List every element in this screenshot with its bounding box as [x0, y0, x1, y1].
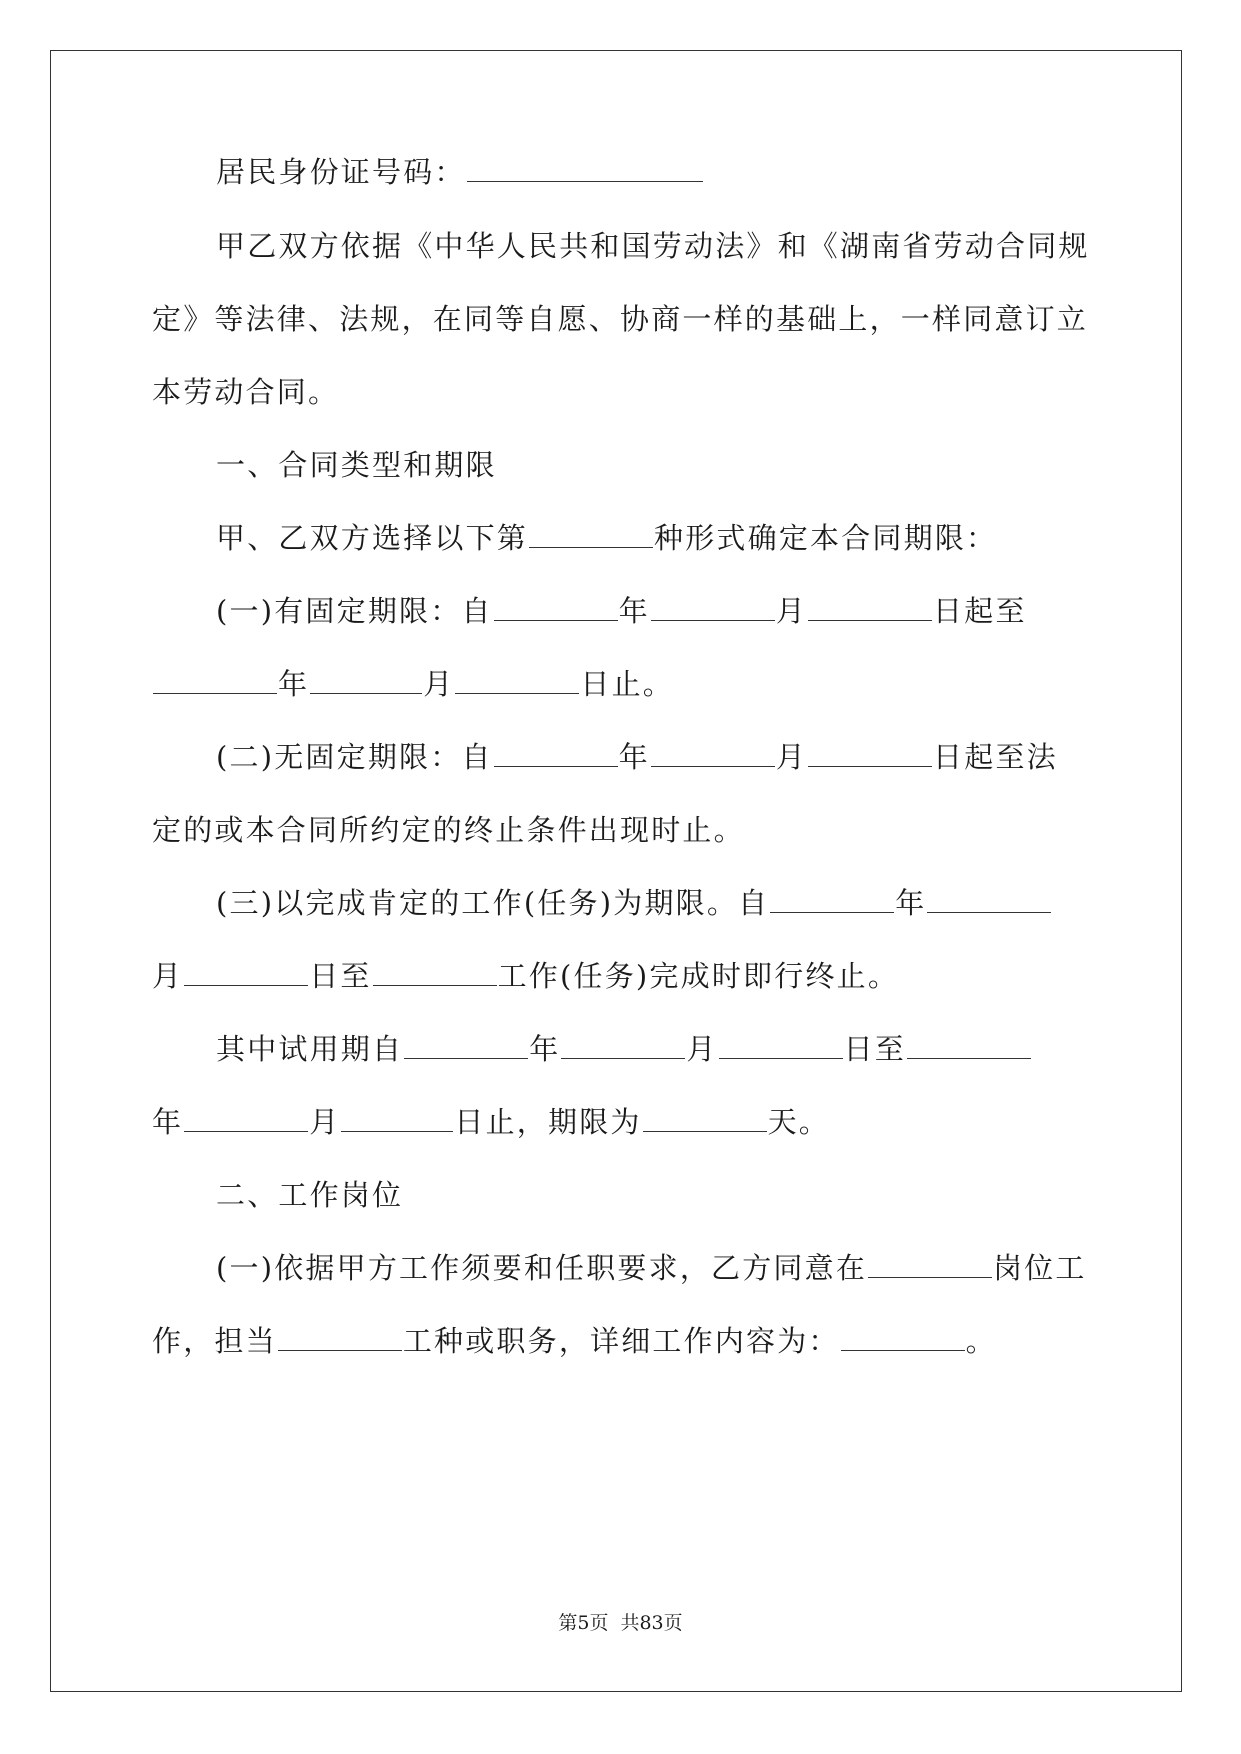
form-blank[interactable]: [341, 1103, 453, 1132]
form-line: (二)无固定期限：自 年 月 日起至法: [216, 740, 1058, 774]
form-blank[interactable]: [927, 884, 1051, 913]
page-number: 第5页: [558, 1612, 609, 1634]
form-blank[interactable]: [719, 1030, 843, 1059]
form-line: (一)依据甲方工作须要和任职要求，乙方同意在 岗位工: [216, 1251, 1087, 1285]
section-heading: 二、工作岗位: [216, 1178, 404, 1212]
form-blank[interactable]: [278, 1322, 402, 1351]
id-number-blank[interactable]: [467, 153, 703, 182]
paragraph-line: 甲乙双方依据《中华人民共和国劳动法》和《湖南省劳动合同规: [216, 229, 1090, 263]
form-blank[interactable]: [153, 665, 277, 694]
form-line: (一)有固定期限：自 年 月 日起至: [216, 594, 1027, 628]
paragraph-line: 本劳动合同。: [152, 375, 340, 409]
total-pages: 共83页: [620, 1612, 683, 1634]
form-blank[interactable]: [651, 592, 775, 621]
paragraph-line: 定的或本合同所约定的终止条件出现时止。: [152, 813, 745, 847]
form-blank[interactable]: [184, 957, 308, 986]
form-blank[interactable]: [651, 738, 775, 767]
form-blank[interactable]: [868, 1249, 992, 1278]
form-blank[interactable]: [373, 957, 497, 986]
page-border: [50, 50, 1182, 1692]
id-number-line: 居民身份证号码：: [216, 152, 1082, 192]
form-blank[interactable]: [841, 1322, 965, 1351]
form-line: (三)以完成肯定的工作(任务)为期限。自 年: [216, 883, 1082, 923]
section-heading: 一、合同类型和期限: [216, 448, 497, 482]
form-blank[interactable]: [184, 1103, 308, 1132]
form-line: 月 日至 工作(任务)完成时即行终止。: [152, 959, 900, 993]
form-blank[interactable]: [643, 1103, 767, 1132]
form-blank[interactable]: [808, 738, 932, 767]
form-blank[interactable]: [310, 665, 422, 694]
form-blank[interactable]: [494, 738, 618, 767]
form-blank[interactable]: [907, 1030, 1031, 1059]
form-line: 年 月 日止。: [152, 664, 1082, 704]
paragraph-line: 定》等法律、法规，在同等自愿、协商一样的基础上，一样同意订立: [152, 302, 1089, 336]
form-blank[interactable]: [770, 884, 894, 913]
form-line: 甲、乙双方选择以下第 种形式确定本合同期限：: [216, 521, 998, 555]
form-line: 作，担当 工种或职务，详细工作内容为： 。: [152, 1324, 997, 1358]
form-blank[interactable]: [808, 592, 932, 621]
form-blank[interactable]: [494, 592, 618, 621]
form-blank[interactable]: [561, 1030, 685, 1059]
page-footer: [0, 1611, 1241, 1635]
form-blank[interactable]: [404, 1030, 528, 1059]
form-line: 其中试用期自 年 月 日至: [216, 1029, 1082, 1069]
form-blank[interactable]: [455, 665, 579, 694]
form-line: 年 月 日止，期限为 天。: [152, 1105, 831, 1139]
form-blank[interactable]: [529, 519, 653, 548]
